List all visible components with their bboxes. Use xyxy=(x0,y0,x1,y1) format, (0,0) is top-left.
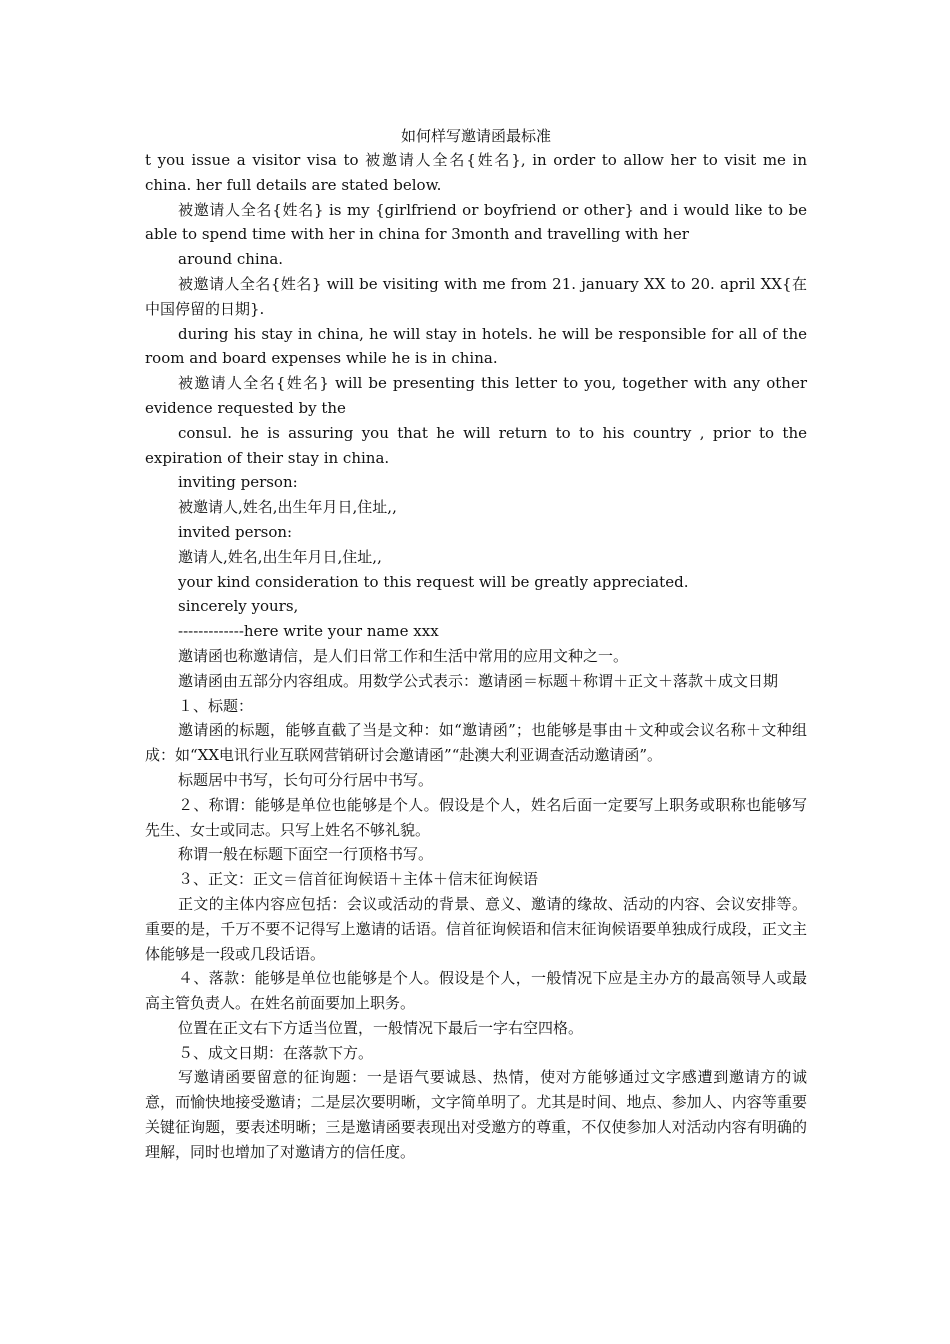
paragraph: 邀请函也称邀请信，是人们日常工作和生活中常用的应用文种之一。 xyxy=(178,646,629,665)
paragraph: 被邀请人全名{姓名} will be presenting this letter to you, together with any other evidence requested by the xyxy=(145,374,807,417)
paragraph: ５、成文日期：在落款下方。 xyxy=(178,1043,374,1062)
paragraph: 称谓一般在标题下面空一行顶格书写。 xyxy=(178,845,434,864)
paragraph: 位置在正文右下方适当位置，一般情况下最后一字右空四格。 xyxy=(178,1018,584,1037)
paragraph: 邀请函的标题，能够直截了当是文种：如“邀请函”；也能够是事由＋文种或会议名称＋文种组成：如“XX电讯行业互联网营销研讨会邀请函”“赴澳大利亚调查活动邀请函”。 xyxy=(145,721,807,765)
paragraph: around china. xyxy=(178,250,284,269)
paragraph: 被邀请人,姓名,出生年月日,住址,, xyxy=(178,498,397,517)
paragraph: t you issue a visitor visa to 被邀请人全名{姓名}, in order to allow her to visit me in china. her full details are stated below. xyxy=(145,151,807,194)
paragraph: 邀请函由五部分内容组成。用数学公式表示：邀请函＝标题＋称谓＋正文＋落款＋成文日期 xyxy=(178,671,779,690)
paragraph: １、标题： xyxy=(178,696,254,715)
document-title: 如何样写邀请函最标准 xyxy=(400,127,551,145)
paragraph: ２、称谓：能够是单位也能够是个人。假设是个人，姓名后面一定要写上职务或职称也能够写先生、女士或同志。只写上姓名不够礼貌。 xyxy=(145,795,807,839)
paragraph: 邀请人,姓名,出生年月日,住址,, xyxy=(178,547,382,566)
paragraph: 被邀请人全名{姓名} will be visiting with me from 21. january XX to 20. april XX{在中国停留的日期}. xyxy=(145,274,807,318)
paragraph: inviting person: xyxy=(178,473,298,492)
paragraph: during his stay in china, he will stay in hotels. he will be responsible for all of the room and board expenses while he is in china. xyxy=(145,324,807,368)
document-body xyxy=(145,148,807,1165)
paragraph: sincerely yours, xyxy=(178,597,299,616)
paragraph: your kind consideration to this request will be greatly appreciated. xyxy=(178,572,689,591)
document-page xyxy=(145,124,807,1165)
paragraph: 写邀请函要留意的征询题：一是语气要诚恳、热情，使对方能够通过文字感遭到邀请方的诚意，而愉快地接受邀请；二是层次要明晰，文字简单明了。尤其是时间、地点、参加人、内容等重要关键征询题，要表述明晰；三是邀请函要表现出对受邀方的尊重，不仅使参加人对活动内容有明确的理解，同时也增加了对邀请方的信任度。 xyxy=(145,1068,807,1161)
paragraph: ３、正文：正文＝信首征询候语＋主体＋信末征询候语 xyxy=(178,870,539,889)
paragraph: -------------here write your name xxx xyxy=(178,622,439,641)
paragraph: 标题居中书写，长句可分行居中书写。 xyxy=(178,770,434,789)
paragraph: 正文的主体内容应包括：会议或活动的背景、意义、邀请的缘故、活动的内容、会议安排等。重要的是，千万不要不记得写上邀请的话语。信首征询候语和信末征询候语要单独成行成段，正文主体能够是一段或几段话语。 xyxy=(145,894,807,963)
paragraph: 被邀请人全名{姓名} is my {girlfriend or boyfriend or other} and i would like to be able to spend time with her in china for 3month and travelling with her xyxy=(145,200,807,244)
paragraph: ４、落款：能够是单位也能够是个人。假设是个人，一般情况下应是主办方的最高领导人或最高主管负责人。在姓名前面要加上职务。 xyxy=(145,969,807,1013)
paragraph: invited person: xyxy=(178,522,293,541)
paragraph: consul. he is assuring you that he will return to to his country , prior to the expiration of their stay in china. xyxy=(145,423,807,467)
